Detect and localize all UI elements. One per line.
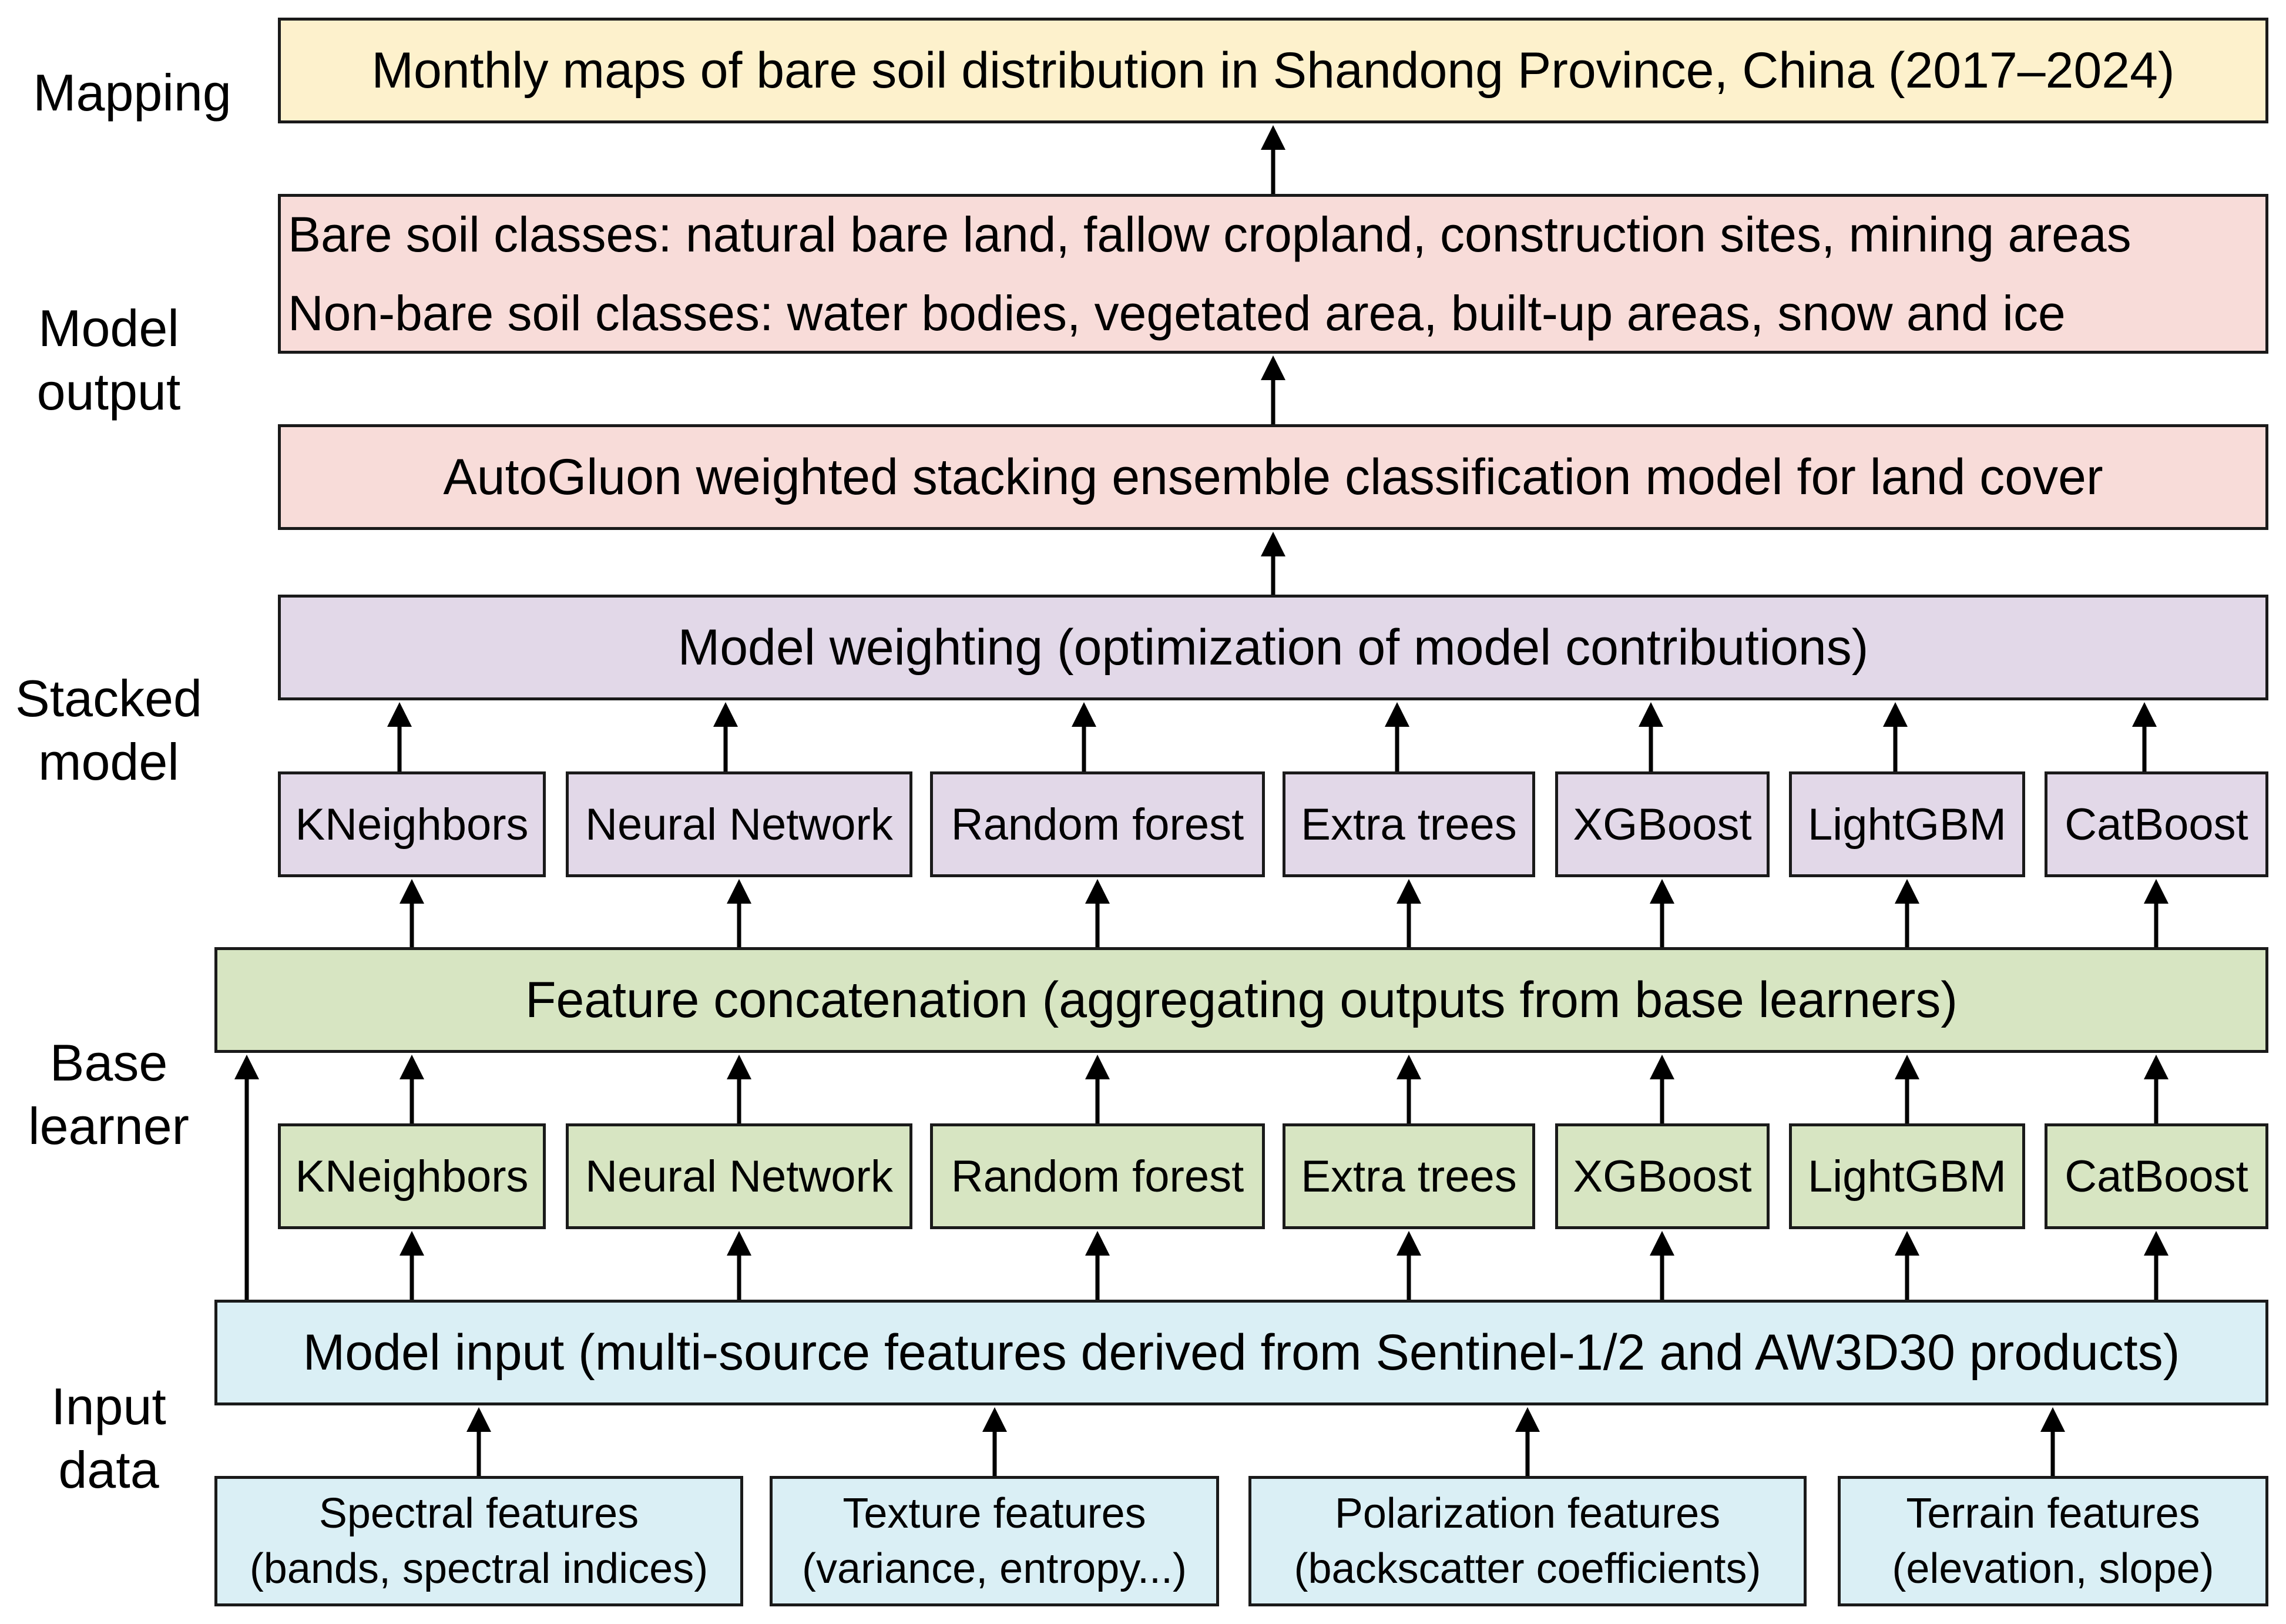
stage-label-line: output <box>36 363 181 421</box>
base-model-neural-network: Neural Network <box>566 1123 912 1229</box>
bare-soil-classes: Bare soil classes: natural bare land, fallow cropland, construction sites, mining areas <box>288 207 2131 262</box>
base-model-kneighbors: KNeighbors <box>278 1123 546 1229</box>
feature-detail: (backscatter coefficients) <box>1294 1545 1761 1592</box>
stage-label-line: model <box>38 733 179 791</box>
ensemble-model-box: AutoGluon weighted stacking ensemble classification model for land cover <box>278 424 2268 530</box>
feature-detail: (elevation, slope) <box>1892 1545 2214 1592</box>
stage-label-line: learner <box>28 1097 189 1155</box>
stage-label-mapping: Mapping <box>33 63 231 122</box>
stage-label-line: Input <box>51 1377 166 1435</box>
base-model-random-forest: Random forest <box>930 1123 1265 1229</box>
base-model-extra-trees: Extra trees <box>1283 1123 1535 1229</box>
stacked-model-lightgbm: LightGBM <box>1789 771 2025 877</box>
feature-detail: (bands, spectral indices) <box>249 1545 709 1592</box>
feature-detail: (variance, entropy...) <box>802 1545 1187 1592</box>
model-weighting-box: Model weighting (optimization of model contributions) <box>278 595 2268 700</box>
stage-label-line: Base <box>49 1034 168 1092</box>
stacked-model-neural-network: Neural Network <box>566 771 912 877</box>
base-model-catboost: CatBoost <box>2045 1123 2268 1229</box>
stage-label-line: Stacked <box>15 669 202 727</box>
stacked-model-extra-trees: Extra trees <box>1283 771 1535 877</box>
stacked-model-kneighbors: KNeighbors <box>278 771 546 877</box>
base-model-xgboost: XGBoost <box>1555 1123 1770 1229</box>
feature-title: Terrain features <box>1906 1490 2200 1537</box>
feature-concatenation-box: Feature concatenation (aggregating outputs from base learners) <box>214 947 2268 1053</box>
stacked-model-xgboost: XGBoost <box>1555 771 1770 877</box>
feature-title: Spectral features <box>318 1490 639 1537</box>
stage-label-line: Model <box>38 299 179 357</box>
stacked-model-catboost: CatBoost <box>2045 771 2268 877</box>
base-model-lightgbm: LightGBM <box>1789 1123 2025 1229</box>
feature-title: Polarization features <box>1334 1490 1721 1537</box>
mapping-box: Monthly maps of bare soil distribution in Shandong Province, China (2017–2024) <box>278 18 2268 123</box>
model-input-box: Model input (multi-source features derived from Sentinel-1/2 and AW3D30 products) <box>214 1300 2268 1405</box>
stacked-model-random-forest: Random forest <box>930 771 1265 877</box>
stage-label-line: data <box>58 1441 159 1499</box>
feature-title: Texture features <box>842 1490 1146 1537</box>
non-bare-soil-classes: Non-bare soil classes: water bodies, vegetated area, built-up areas, snow and ice <box>288 286 2066 341</box>
